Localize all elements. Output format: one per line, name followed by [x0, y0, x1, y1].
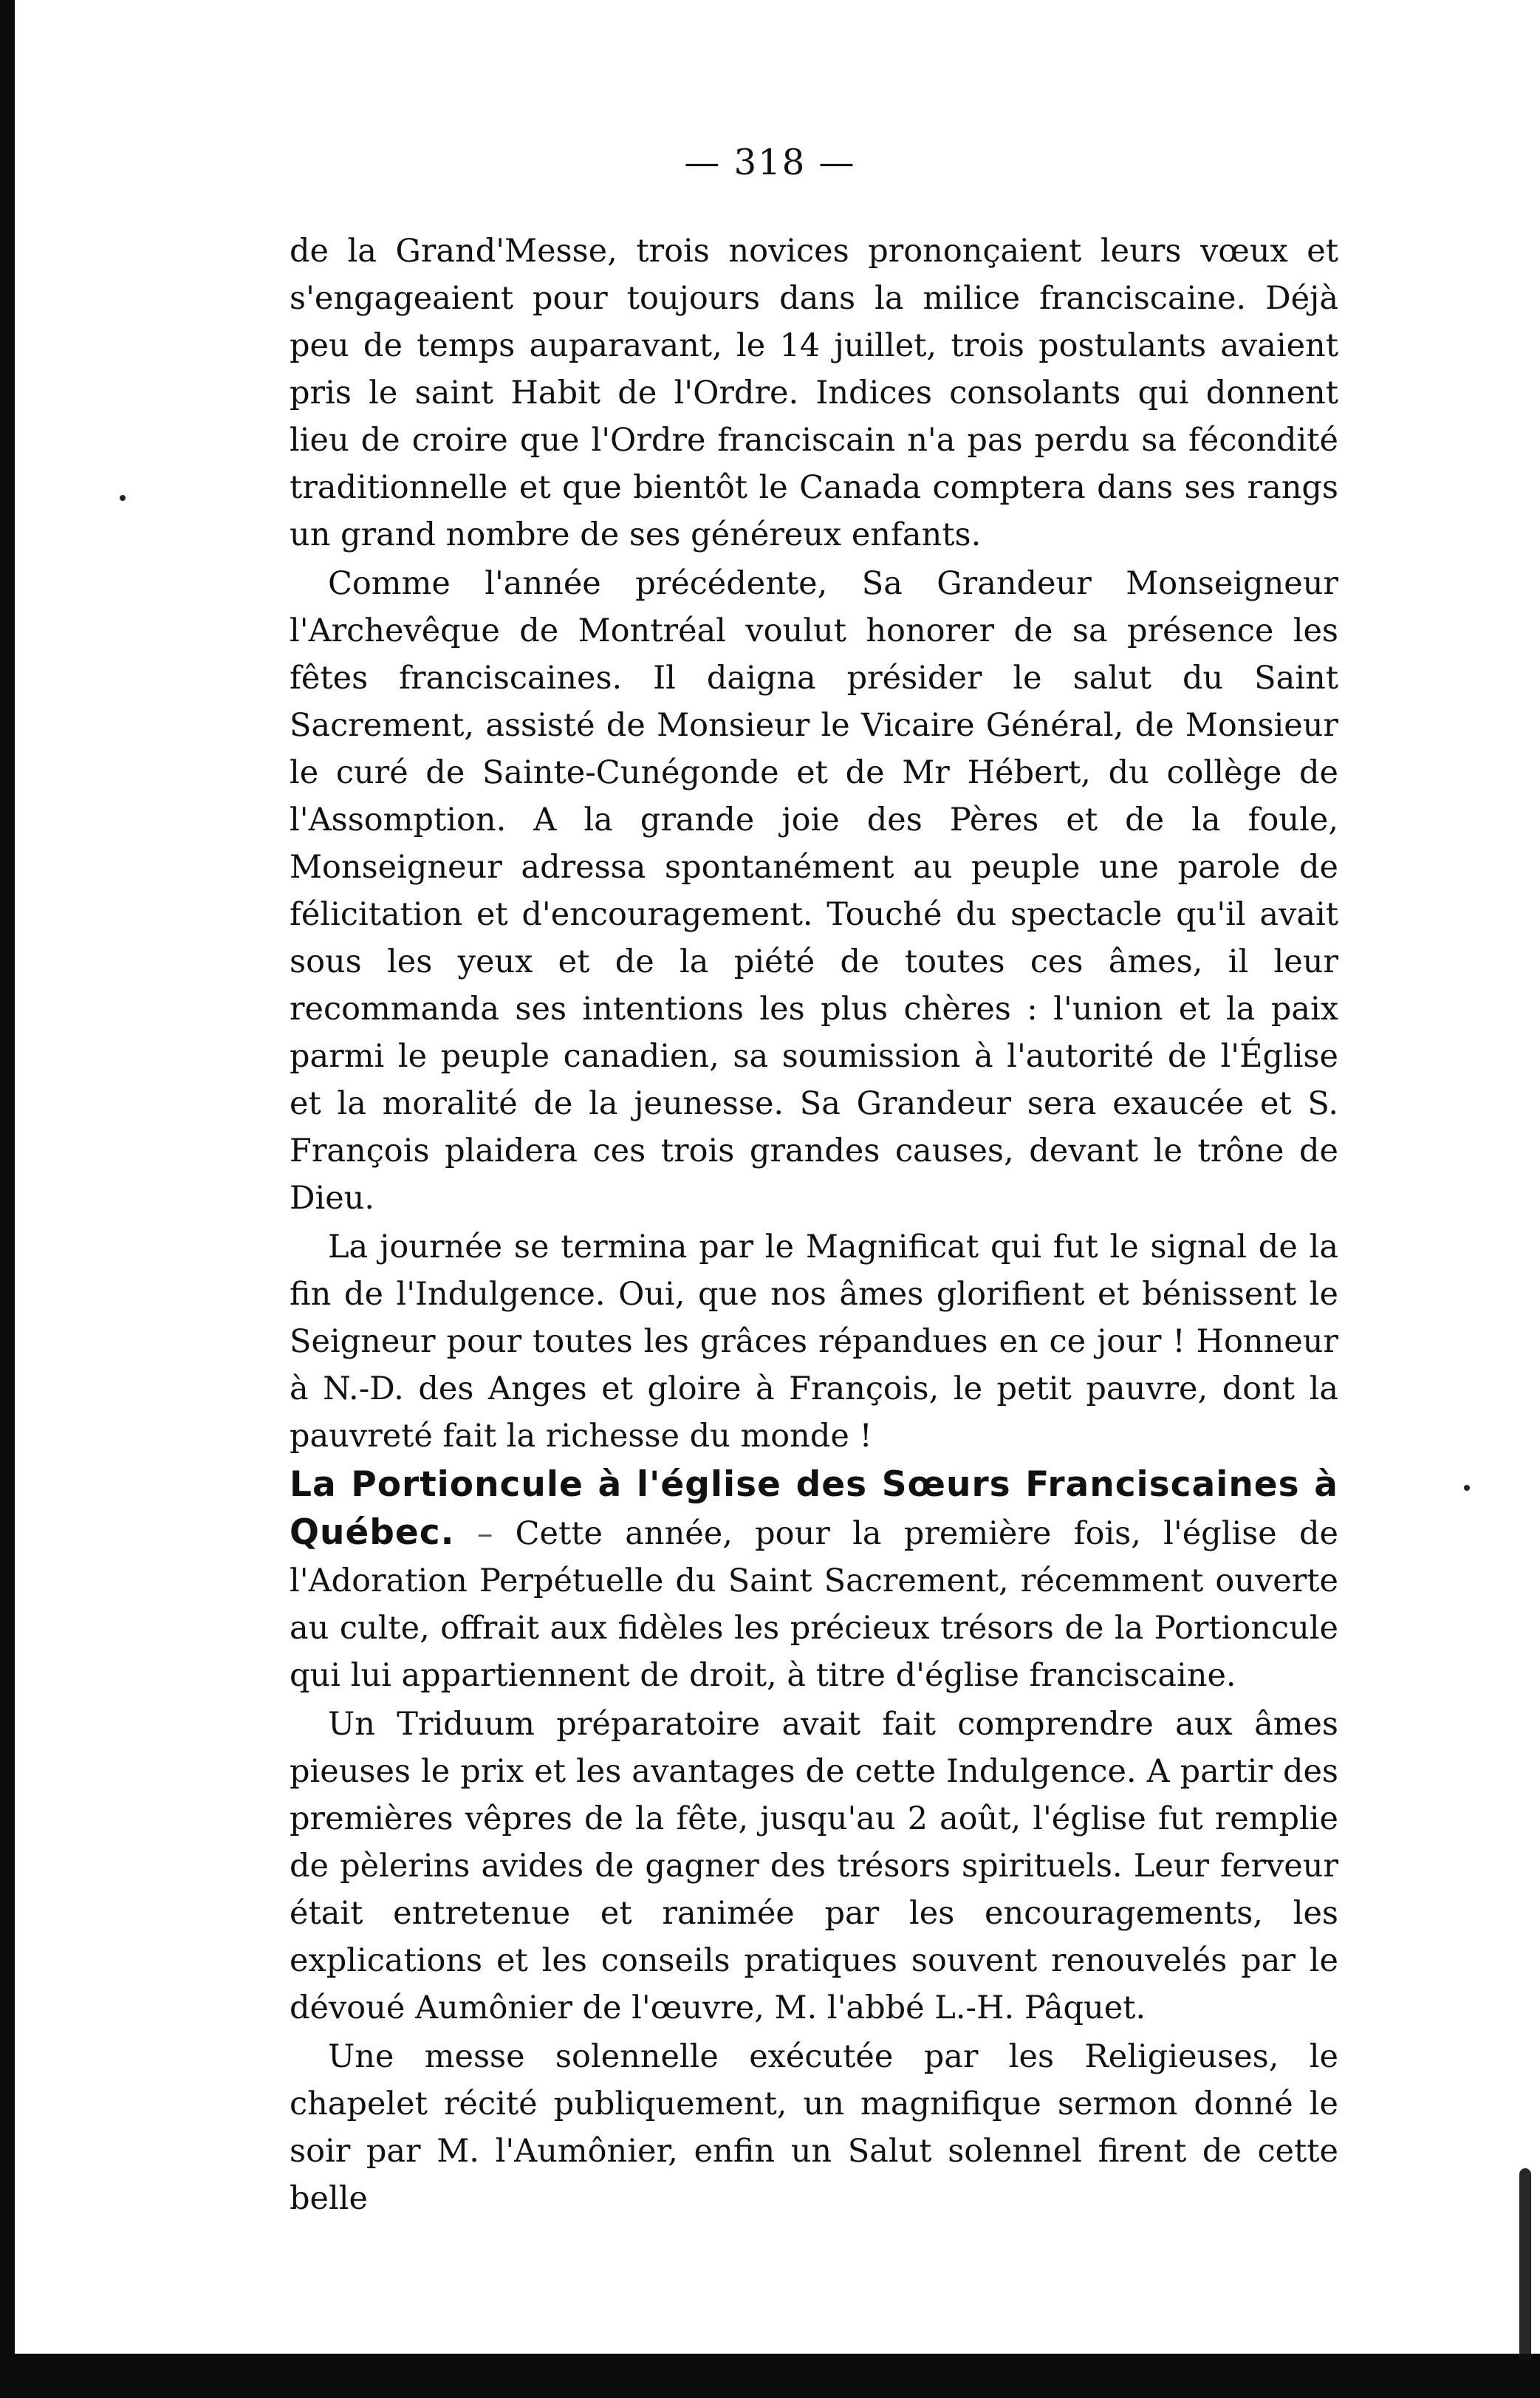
- right-binding-mark: [1519, 2168, 1531, 2360]
- left-page-edge-shadow: [0, 0, 15, 2398]
- paragraph-continuation: de la Grand'Messe, trois novices prononçaient leurs vœux et s'engageaient pour toujours dans la milice franciscaine. Déjà peu de temps auparavant, le 14 juillet, trois postulants avaient pris le saint Habit de l'Ordre. Indices consolants qui donnent lieu de croire que l'Ordre franciscain n'a pas perdu sa fécondité traditionnelle et que bientôt le Canada comptera dans ses rangs un grand nombre de ses généreux enfants.: [290, 233, 1338, 553]
- margin-speck: [1464, 1485, 1470, 1491]
- margin-speck: [120, 495, 126, 501]
- page-number: — 318 —: [684, 142, 856, 183]
- paragraph-quebec-section: [290, 1461, 1338, 1699]
- paragraph-triduum: Un Triduum préparatoire avait fait comprendre aux âmes pieuses le prix et les avantages de cette Indulgence. A partir des premières vêpres de la fête, jusqu'au 2 août, l'église fut remplie de pèlerins avides de gagner des trésors spirituels. Leur ferveur était entretenue et ranimée par les encouragements, les explications et les conseils pratiques souvent renouvelés par le dévoué Aumônier de l'œuvre, M. l'abbé L.-H. Pâquet.: [290, 1706, 1338, 2026]
- paragraph-solemn-mass: Une messe solennelle exécutée par les Religieuses, le chapelet récité publiquement, un magnifique sermon donné le soir par M. l'Aumônier, enfin un Salut solennel firent de cette belle: [290, 2038, 1338, 2217]
- section-intro-text: Cette année, pour la première fois, l'église de l'Adoration Perpétuelle du Saint Sacrement, récemment ouverte au culte, offrait aux fidèles les précieux trésors de la Portioncule qui lui appartiennent de droit, à titre d'église franciscaine.: [290, 1515, 1338, 1694]
- paragraph-archbishop-visit: Comme l'année précédente, Sa Grandeur Monseigneur l'Archevêque de Montréal voulut honorer de sa présence les fêtes franciscaines. Il daigna présider le salut du Saint Sacrement, assisté de Monsieur le Vicaire Général, de Monsieur le curé de Sainte-Cunégonde et de Mr Hébert, du collège de l'Assomption. A la grande joie des Pères et de la foule, Monseigneur adressa spontanément au peuple une parole de félicitation et d'encouragement. Touché du spectacle qu'il avait sous les yeux et de la piété de toutes ces âmes, il leur recommanda ses intentions les plus chères : l'union et la paix parmi le peuple canadien, sa soumission à l'autorité de l'Église et la moralité de la jeunesse. Sa Grandeur sera exaucée et S. François plaidera ces trois grandes causes, devant le trône de Dieu.: [290, 565, 1338, 1217]
- section-dash: –: [454, 1515, 516, 1552]
- bottom-page-edge-shadow: [0, 2354, 1540, 2398]
- section-heading: La Portioncule à l'église des Sœurs Franciscaines à Québec.: [290, 1464, 1338, 1553]
- page-body: [290, 228, 1338, 2222]
- paragraph-magnificat: La journée se termina par le Magnificat qui fut le signal de la fin de l'Indulgence. Oui, que nos âmes glorifient et bénissent le Seigneur pour toutes les grâces répandues en ce jour ! Honneur à N.-D. des Anges et gloire à François, le petit pauvre, dont la pauvreté fait la richesse du monde !: [290, 1229, 1338, 1455]
